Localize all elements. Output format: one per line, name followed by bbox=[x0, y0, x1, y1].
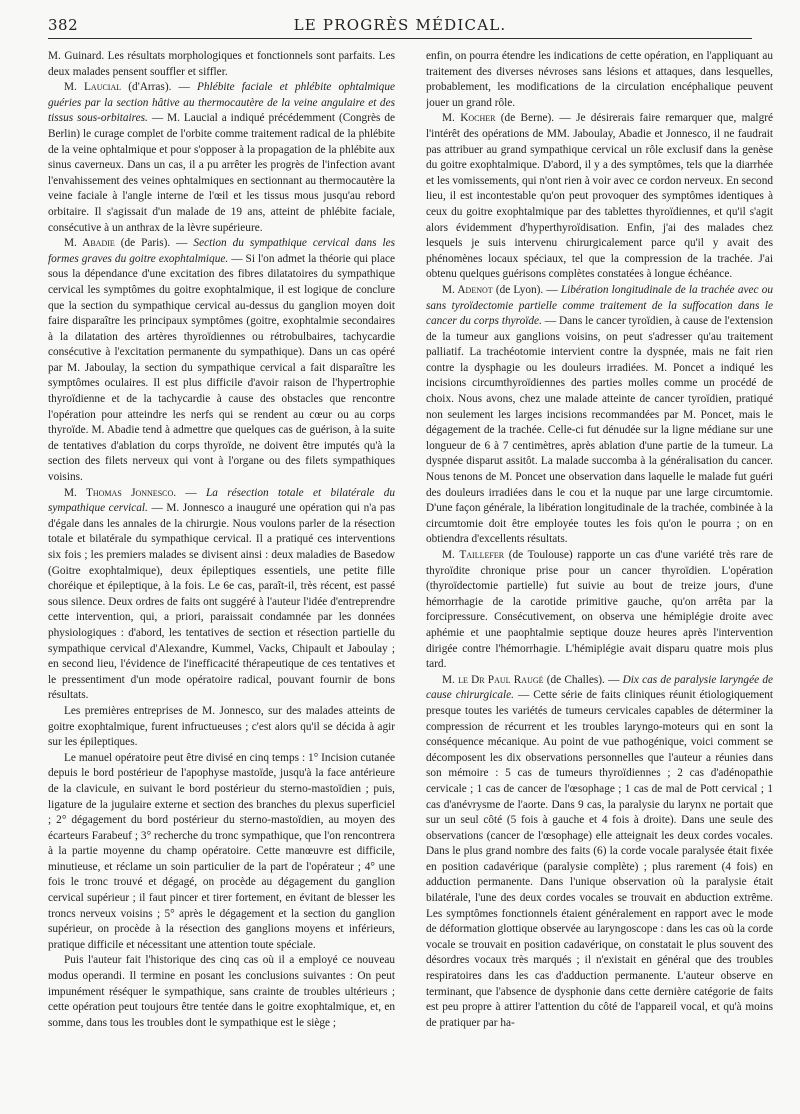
entry-author: M. le Dr Paul Raugé bbox=[442, 673, 544, 686]
paragraph: Le manuel opératoire peut être divisé en cinq temps : 1° Incision cutanée depuis le bord postérieur de l'apophyse mastoïde, jusqu'à la face antérieure de la clavicule, en suivant le bord postérieur du sterno-mastoïdien ; puis, ligature de la jugulaire externe et section des branches du plexus superficiel ; 2° dégagement du bord postérieur du sterno-mastoïdien, au moyen des écarteurs Farabeuf ; 3° recherche du tronc sympathique, que l'on rencontrera à la partie moyenne du champ opératoire. Cette manœuvre est difficile, minutieuse, et réclame un soin particulier de la part de l'opérateur ; 4° une fois le tronc trouvé et dégagé, on procède au dégagement du ganglion cervical supérieur ; il faut pincer et tirer fortement, en évitant de blesser les troncs nerveux voisins ; 5° après le dégagement et la section du ganglion supérieur, on procède à la résection des ganglions moyens et inférieurs, pratique difficile et nécessitant une attention toute spéciale. bbox=[48, 751, 395, 951]
entry-title: Dix cas de paralysie laryngée de cause chirurgicale. bbox=[426, 673, 773, 702]
entry-body: Je désirerais faire remarquer que, malgré l'intérêt des opérations de MM. Jaboulay, Abadie et Jonnesco, il ne faudrait pas attribuer au grand sympathique cervical un rôle exclusif dans la genèse du goitre exophtalmique. D'abord, il y a des symptômes, tels que la diarrhée et les vomissements, qui n'ont rien à voir avec ce cordon nerveux. En second lieu, il est incontestable qu'on peut provoquer des symptômes identiques à ceux du goitre exophtalmique par des tablettes thyroïdiennes, et qu'il s'agit alors évidemment d'hyperthyroïdisation. Enfin, j'ai des malades chez lesquels je suis intervenu chirurgicalement parce qu'il y avait des phénomènes locaux spéciaux, tel que la compression de la trachée. J'ai obtenu quelques guérisons complètes constatées à longue échéance. bbox=[426, 112, 773, 281]
entry-title: Phlébite faciale et phlébite ophtalmique guéries par la section hâtive au thermocautère de la veine angulaire et des tissus sous-orbitaires. bbox=[48, 81, 395, 125]
entry-author: M. Laucial bbox=[64, 81, 122, 94]
entry-title: La résection totale et bilatérale du sympathique cervical. bbox=[48, 486, 395, 515]
entry-title: Section du sympathique cervical dans les formes graves du goitre exophtalmique. bbox=[48, 237, 395, 265]
paragraph: Les premières entreprises de M. Jonnesco, sur des malades atteints de goitre exophtalmique, furent infructueuses ; c'est alors qu'il se décida à agir sur les épileptiques. bbox=[48, 704, 395, 749]
entry-body: — Cette série de faits cliniques réunit étiologiquement presque toutes les variétés de tumeurs cervicales capables de déterminer la compression de récurrent et les troubles laryngo-moteurs qui en sont la conséquence mécanique. Au point de vue pathogénique, voici comment se décomposent les dix observations personnelles que l'auteur a réunies dans son mémoire : 5 cas de tumeurs thyroïdiennes ; 2 cas d'adénopathie cervicale ; 1 cas de cancer de l'œsophage ; 1 cas de mal de Pott cervical ; 1 cas d'anévrysme de l'aorte. Dans 9 cas, la paralysie du larynx ne portait que sur un seul côté (5 fois à gauche et 4 fois à droite). Dans une seule des observations (cancer de l'œsophage) elle atteignait les deux cordes vocales. Dans le plus grand nombre des faits (6) la corde vocale paralysée était fixée en position cadavérique (paralysie complète) ; plus rarement (4 fois) en adduction permanente. Dans l'unique observation où la paralysie était bilatérale, l'une des deux cordes vocales se trouvait en abduction extrême. Les symptômes fonctionnels étaient généralement en rapport avec le mode de déformation glottique observée au laryngoscope : dans les cas où la corde vocale se trouvait en position cadavérique, on constatait le plus souvent des désordres vocaux très marqués ; il n'existait en général que des troubles respiratoires dans les cas d'adduction permanente. L'auteur observe en terminant, que l'absence de dysphonie dans cette dernière catégorie de faits est peu propre à attirer l'attention du côté de l'appareil vocal, et qu'à moins de pratiquer par ha- bbox=[426, 689, 773, 1029]
entry-author: M. Adenot bbox=[442, 283, 493, 296]
continued-paragraph: M. Guinard. Les résultats morphologiques et fonctionnels sont parfaits. Les deux malades pensent souffler et siffler. bbox=[48, 50, 395, 78]
page-header bbox=[48, 16, 752, 38]
page-number: 382 bbox=[48, 16, 79, 34]
report-entry bbox=[426, 548, 773, 673]
entry-body: — Si l'on admet la théorie qui place sous la dépendance d'une excitation des fibres dilatatoires du sympathique cervical les symptômes du goitre exophtalmique, il est logique de conclure que la section du sympathique cervical au-dessus du ganglion moyen doit faire disparaître les principaux symptômes (goitre, exophtalmie secondaires à la dilatation des artères thyroïdiennes ou rétrobulbaires, tachycardie consécutive à l'excitation permanente du sympathique). Dans un cas opéré par M. Jaboulay, la section du sympathique cervical a fait disparaître les symptômes oculaires. Il est plus difficile d'avoir raison de l'hypertrophie thyroïdienne et de la tachycardie à cause des obstacles que rencontre l'opération pour atteindre les nerfs qui se rendent au cœur ou au corps thyroïde. M. Abadie tend à admettre que quelques cas de guérison, à la suite de tentatives d'ablation du corps thyroïde, ne doivent être imputés qu'à la section des filets nerveux qui vont à l'organe ou des filets sympathiques voisins. bbox=[48, 252, 395, 484]
entry-title: Libération longitudinale de la trachée avec ou sans tyroïdectomie partielle comme traitement de la suffocation dans le cancer du corps thyroïde. bbox=[426, 283, 773, 328]
continued-paragraph: enfin, on pourra étendre les indications de cette opération, en l'appliquant au traitement des diverses névroses sans lésions et attaques, dans lesquelles, probablement, les modifications de la circulation encéphalique peuvent jouer un grand rôle. bbox=[426, 50, 773, 109]
report-entry bbox=[48, 236, 395, 486]
running-title: LE PROGRÈS MÉDICAL. bbox=[293, 16, 507, 34]
entry-author: M. Kocher bbox=[442, 112, 496, 125]
entry-body: — Dans le cancer tyroïdien, à cause de l'extension de la tumeur aux ganglions voisins, on peut s'adresser qu'au traitement palliatif. La trachéotomie intervient contre la dyspnée, mais ne fait rien contre la dysphagie ou les douleurs irradiées. M. Poncet a indiqué les incisions circumthyroïdiennes des parties molles comme un procédé de choix. Nous avons, chez une malade atteinte de cancer tyroïdien, pratiqué non seulement les larges incisions recommandées par M. Poncet, mais le dégagement de la trachée. Celle-ci fut dénudée sur la ligne médiane sur une longueur de 6 à 7 centimètres, après ablation d'une partie de la tumeur. La dyspnée disparut assitôt. La malade succomba à la généralisation du cancer. Nous tenons de M. Poncet une observation dans laquelle le malade fut guéri des douleurs irradiées dans le cou et la nuque par une large circumtomie. D'une façon générale, la libération longitudinale de la trachée, combinée à la circumtomie doit être employée toutes les fois qu'on le pourra ; on en obtiendra d'excellents résultats. bbox=[426, 315, 773, 546]
entry-body: — M. Laucial a indiqué précédemment (Congrès de Berlin) le curage complet de l'orbite comme traitement radical de la phlébite de la veine ophtalmique et pour s'opposer à la propagation de la phlébite aux sinus caverneux. Dans un cas, il a pu arrêter les progrès de l'infection avant l'envahissement des veines ophtalmiques en sectionnant au thermocautère la veine faciale à l'angle interne de l'œil et les tissus mous jusqu'au rebord orbitaire. Il s'agissait d'un malade de 19 ans, atteint de phlébite faciale, consécutive à un anthrax de la lèvre supérieure. bbox=[48, 112, 395, 234]
header-rule bbox=[48, 38, 752, 39]
entry-affiliation: (de Paris). — bbox=[114, 237, 194, 250]
report-entry bbox=[426, 111, 773, 283]
entry-body: rapporte un cas d'une variété très rare de thyroïdite chronique prise pour un cancer thyroïdien. L'opération (thyroïdectomie partielle) fut suivie au bout de treize jours, d'une hémorrhagie de la carotide primitive gauche, qu'on arrêta par la forcipressure. Consécutivement, on observa une hémiplégie droite avec aphémie et une paophtalmie septique douze heures après l'intervention dirigée contre l'hémorrhagie. L'hémiplégie avait disparu quatre mois plus tard. bbox=[426, 549, 773, 671]
entry-affiliation: (de Berne). — bbox=[495, 112, 577, 125]
entry-author: M. Abadie bbox=[64, 237, 115, 250]
right-column bbox=[426, 49, 773, 1103]
report-entry bbox=[48, 80, 395, 236]
entry-affiliation: (d'Arras). — bbox=[121, 81, 197, 94]
entry-body: — M. Jonnesco a inauguré une opération qui n'a pas d'égale dans les annales de la chirurgie. Nous voulons parler de la résection totale et bilatérale du sympathique cervical. Il a pratiqué ces interventions six fois ; les premiers malades se divisent ainsi : deux maladies de Basedow (Goitre exophtalmique), deux épileptiques essentiels, une petite fille choréique et épileptique, à la fois. Le 6e cas, paraît-il, très récent, est passé sous silence. Deux ordres de faits ont suggéré à l'auteur l'idée d'entreprendre cette intervention, qui, a priori, paraissait condamnée par les données physiologiques : d'abord, les tentatives de section et résection partielle du sympathique cervical d'Alexandre, Kummel, Vacks, Chipault et Jaboulay ; en second lieu, l'évidence de l'inefficacité thérapeutique de ces tentatives et le pressentiment d'un mode opératoire radical, pouvant fournir de bons résultats. bbox=[48, 502, 395, 702]
entry-affiliation: (de Challes). — bbox=[543, 673, 623, 686]
report-entry bbox=[426, 673, 773, 1032]
entry-affiliation: (de Toulouse) bbox=[504, 549, 578, 561]
report-entry bbox=[426, 283, 773, 548]
entry-affiliation: (de Lyon). — bbox=[492, 283, 561, 296]
entry-author: M. Taillefer bbox=[442, 549, 505, 561]
paragraph: Puis l'auteur fait l'historique des cinq cas où il a employé ce nouveau modus operandi. Il termine en posant les conclusions suivantes : On peut impunément réséquer le sympathique, sans crainte de troubles ultérieurs ; cette opération peut toujours être tentée dans le goitre exophtalmique, et, en somme, dans tous les troubles dont le sympathique est le siège ; bbox=[48, 954, 395, 1029]
entry-affiliation: . — bbox=[173, 486, 207, 499]
report-entry bbox=[48, 486, 395, 704]
entry-author: M. Thomas Jonnesco bbox=[64, 486, 174, 499]
left-column bbox=[48, 49, 395, 1103]
